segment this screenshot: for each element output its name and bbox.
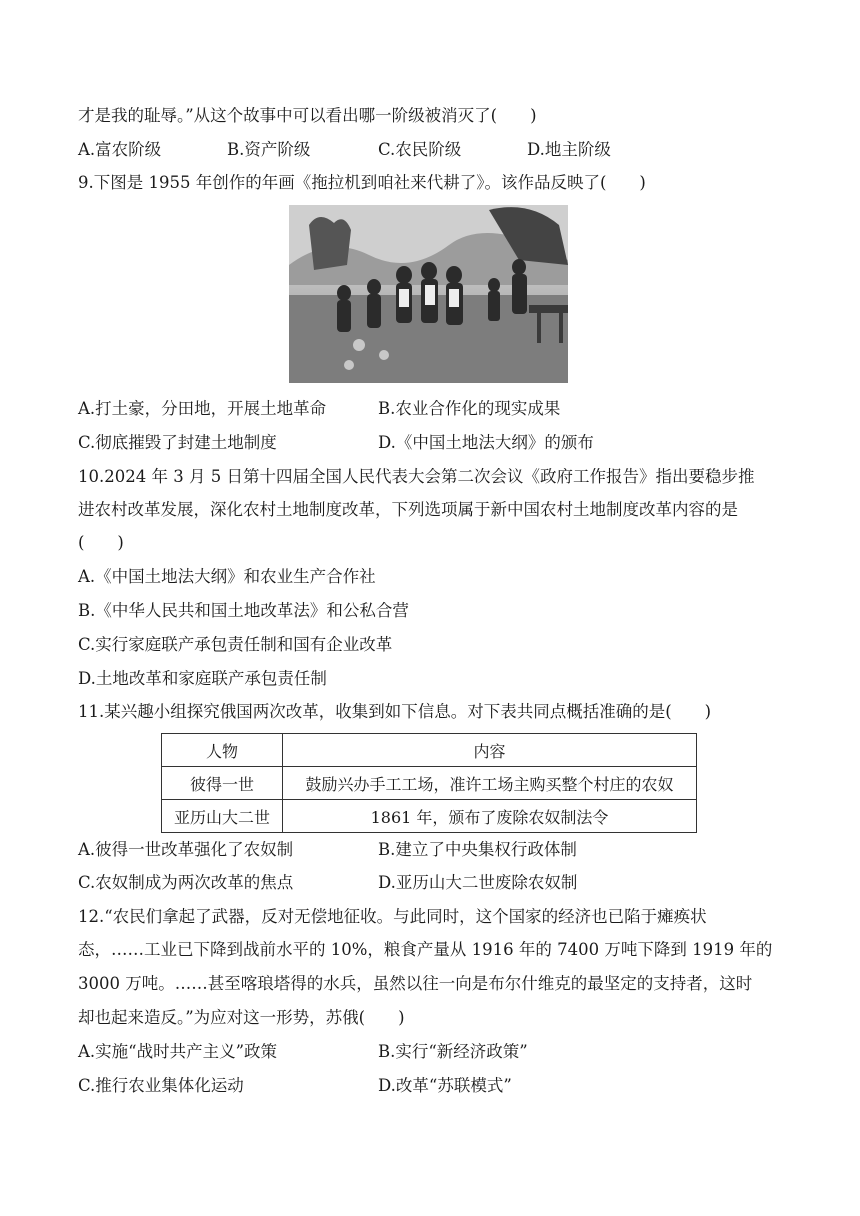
q12-option-d: D.改革“苏联模式” — [378, 1076, 512, 1095]
q8-stem: 才是我的耻辱。”从这个故事中可以看出哪一阶级被消灭了( ) — [78, 106, 537, 125]
q11-option-d: D.亚历山大二世废除农奴制 — [378, 873, 578, 892]
q11-option-a: A.彼得一世改革强化了农奴制 — [78, 840, 294, 859]
q9-option-c: C.彻底摧毁了封建土地制度 — [78, 433, 277, 452]
q9-stem: 9.下图是 1955 年创作的年画《拖拉机到咱社来代耕了》。该作品反映了( ) — [78, 173, 646, 192]
table-header-row — [162, 734, 697, 767]
q10-stem-line-3: ( ) — [78, 533, 124, 552]
q10-stem-line-1: 10.2024 年 3 月 5 日第十四届全国人民代表大会第二次会议《政府工作报告》指出要稳步推 — [78, 467, 755, 486]
q8-option-a: A.富农阶级 — [78, 140, 162, 159]
q9-option-a: A.打土豪，分田地，开展土地革命 — [78, 399, 327, 418]
q11-option-b: B.建立了中央集权行政体制 — [378, 840, 577, 859]
q8-option-c: C.农民阶级 — [378, 140, 462, 159]
q10-option-a: A.《中国土地法大纲》和农业生产合作社 — [78, 567, 376, 586]
table-cell-content: 鼓励兴办手工工场，准许工场主购买整个村庄的农奴 — [283, 767, 697, 800]
q10-stem-line-2: 进农村改革发展，深化农村土地制度改革，下列选项属于新中国农村土地制度改革内容的是 — [78, 500, 738, 519]
table-cell-person: 彼得一世 — [162, 767, 283, 800]
reform-comparison-table — [161, 733, 697, 833]
table-header-person: 人物 — [162, 734, 283, 767]
table-cell-person: 亚历山大二世 — [162, 800, 283, 833]
q12-stem-line-3: 3000 万吨。……甚至喀琅塔得的水兵，虽然以往一向是布尔什维克的最坚定的支持者，这时 — [78, 974, 753, 993]
q9-option-b: B.农业合作化的现实成果 — [378, 399, 561, 418]
q12-option-a: A.实施“战时共产主义”政策 — [78, 1042, 278, 1061]
q12-stem-line-2: 态，……工业已下降到战前水平的 10%，粮食产量从 1916 年的 7400 万吨下降到 1919 年的 — [78, 940, 773, 959]
q12-option-c: C.推行农业集体化运动 — [78, 1076, 244, 1095]
q11-option-c: C.农奴制成为两次改革的焦点 — [78, 873, 294, 892]
q12-stem-line-4: 却也起来造反。”为应对这一形势，苏俄( ) — [78, 1008, 405, 1027]
q10-option-b: B.《中华人民共和国土地改革法》和公私合营 — [78, 601, 409, 620]
q12-stem-line-1: 12.“农民们拿起了武器，反对无偿地征收。与此同时，这个国家的经济也已陷于瘫痪状 — [78, 907, 707, 926]
table-row — [162, 800, 697, 833]
table-cell-content: 1861 年，颁布了废除农奴制法令 — [283, 800, 697, 833]
table-row — [162, 767, 697, 800]
q12-option-b: B.实行“新经济政策” — [378, 1042, 528, 1061]
q11-stem: 11.某兴趣小组探究俄国两次改革，收集到如下信息。对下表共同点概括准确的是( ) — [78, 702, 712, 721]
new-year-painting-image — [289, 205, 568, 383]
q9-option-d: D.《中国土地法大纲》的颁布 — [378, 433, 594, 452]
painting-illustration — [289, 205, 568, 383]
q10-option-d: D.土地改革和家庭联产承包责任制 — [78, 669, 327, 688]
table-header-content: 内容 — [283, 734, 697, 767]
q8-option-d: D.地主阶级 — [527, 140, 611, 159]
q10-option-c: C.实行家庭联产承包责任制和国有企业改革 — [78, 635, 393, 654]
q8-option-b: B.资产阶级 — [227, 140, 311, 159]
